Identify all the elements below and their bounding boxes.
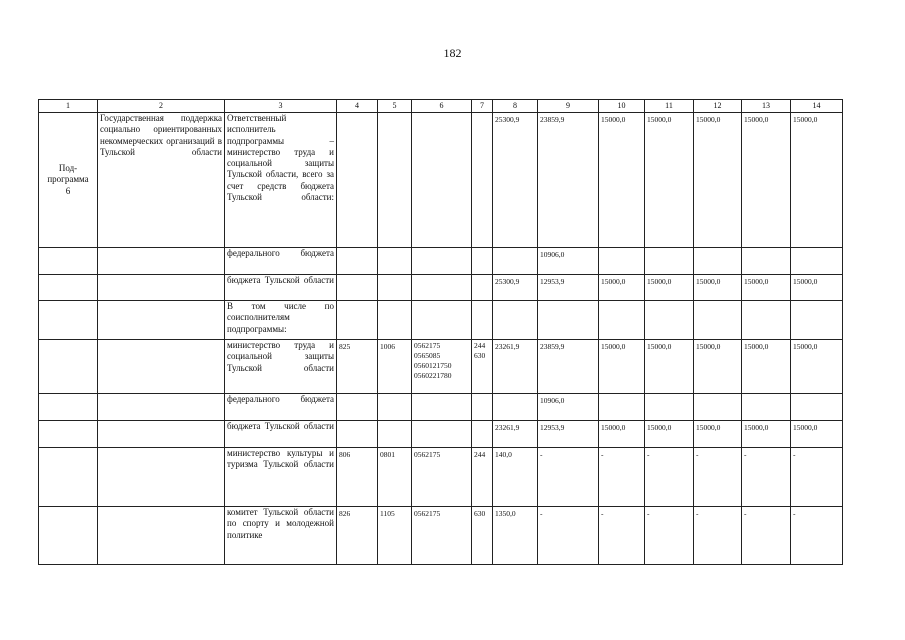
subprogram-label: Под- программа 6 <box>39 113 98 248</box>
code-cell: 0562175 <box>412 507 472 565</box>
empty-cell <box>472 113 493 248</box>
empty-cell <box>39 340 98 394</box>
empty-cell <box>412 421 472 448</box>
table-row <box>39 507 843 565</box>
executor-cell: Ответственный исполнитель подпрограммы – министерство труда и социальной защиты Тульской области, всего за счет средств бюджета Тульской области: <box>225 113 337 248</box>
value-cell: 15000,0 <box>599 340 645 394</box>
empty-cell <box>98 248 225 275</box>
dash-cell: - <box>791 507 843 565</box>
value-cell: 12953,9 <box>538 421 599 448</box>
empty-cell <box>98 394 225 421</box>
empty-cell <box>472 275 493 301</box>
header-cell: 8 <box>493 100 538 113</box>
header-cell: 1 <box>39 100 98 113</box>
value-cell: 15000,0 <box>694 340 742 394</box>
value-cell: 15000,0 <box>742 275 791 301</box>
empty-cell <box>599 248 645 275</box>
value-cell: 15000,0 <box>742 340 791 394</box>
empty-cell <box>742 301 791 340</box>
empty-cell <box>791 301 843 340</box>
code-cell: 244 <box>472 448 493 507</box>
header-cell: 11 <box>645 100 694 113</box>
empty-cell <box>472 421 493 448</box>
empty-cell <box>98 507 225 565</box>
fund-source-cell: федерального бюджета <box>225 248 337 275</box>
empty-cell <box>412 301 472 340</box>
empty-cell <box>412 248 472 275</box>
empty-cell <box>39 301 98 340</box>
empty-cell <box>337 394 378 421</box>
dash-cell: - <box>599 448 645 507</box>
empty-cell <box>39 394 98 421</box>
header-cell: 13 <box>742 100 791 113</box>
header-cell: 12 <box>694 100 742 113</box>
header-cell: 10 <box>599 100 645 113</box>
empty-cell <box>645 394 694 421</box>
code-line: 0565085 <box>414 351 441 360</box>
value-cell: 15000,0 <box>791 421 843 448</box>
table-row <box>39 340 843 394</box>
code-cell <box>472 340 493 394</box>
value-cell: 15000,0 <box>599 113 645 248</box>
value-cell: 23859,9 <box>538 113 599 248</box>
empty-cell <box>378 248 412 275</box>
header-cell: 14 <box>791 100 843 113</box>
budget-table <box>38 99 843 565</box>
empty-cell <box>694 248 742 275</box>
dash-cell: - <box>791 448 843 507</box>
empty-cell <box>599 301 645 340</box>
header-cell: 7 <box>472 100 493 113</box>
empty-cell <box>39 421 98 448</box>
code-cell: 1105 <box>378 507 412 565</box>
value-cell: 15000,0 <box>645 275 694 301</box>
header-cell: 9 <box>538 100 599 113</box>
page-number: 182 <box>443 46 462 60</box>
value-cell: 23261,9 <box>493 340 538 394</box>
code-cell: 825 <box>337 340 378 394</box>
code-cell: 806 <box>337 448 378 507</box>
empty-cell <box>337 275 378 301</box>
dash-cell: - <box>599 507 645 565</box>
empty-cell <box>378 421 412 448</box>
value-cell: 12953,9 <box>538 275 599 301</box>
header-cell: 6 <box>412 100 472 113</box>
code-cell <box>412 340 472 394</box>
empty-cell <box>694 394 742 421</box>
empty-cell <box>98 340 225 394</box>
empty-cell <box>378 301 412 340</box>
empty-cell <box>98 275 225 301</box>
value-cell: 15000,0 <box>645 113 694 248</box>
header-cell: 2 <box>98 100 225 113</box>
value-cell: 15000,0 <box>742 113 791 248</box>
value-cell: 10906,0 <box>538 248 599 275</box>
executor-cell: министерство труда и социальной защиты Тульской области <box>225 340 337 394</box>
executor-cell: министерство культуры и туризма Тульской области <box>225 448 337 507</box>
value-cell: 15000,0 <box>694 275 742 301</box>
value-cell: 25300,9 <box>493 113 538 248</box>
empty-cell <box>645 301 694 340</box>
executor-cell: комитет Тульской области по спорту и молодежной политике <box>225 507 337 565</box>
code-cell: 0562175 <box>412 448 472 507</box>
table-row <box>39 394 843 421</box>
empty-cell <box>98 448 225 507</box>
empty-cell <box>791 248 843 275</box>
empty-cell <box>412 275 472 301</box>
value-cell: 23859,9 <box>538 340 599 394</box>
value-cell: 10906,0 <box>538 394 599 421</box>
empty-cell <box>39 275 98 301</box>
dash-cell: - <box>742 507 791 565</box>
value-cell: 15000,0 <box>791 340 843 394</box>
table-row <box>39 421 843 448</box>
dash-cell: - <box>694 448 742 507</box>
code-line: 0560121750 <box>414 361 452 370</box>
subprogram-title: Государственная поддержка социально ориентированных некоммерческих организаций в Тульской области <box>98 113 225 248</box>
empty-cell <box>337 421 378 448</box>
empty-cell <box>39 448 98 507</box>
empty-cell <box>472 394 493 421</box>
value-cell: 1350,0 <box>493 507 538 565</box>
value-cell: 140,0 <box>493 448 538 507</box>
code-line: 0560221780 <box>414 371 452 380</box>
empty-cell <box>39 248 98 275</box>
table-row <box>39 113 843 248</box>
empty-cell <box>645 248 694 275</box>
dash-cell: - <box>742 448 791 507</box>
table-row <box>39 248 843 275</box>
table-row <box>39 301 843 340</box>
header-cell: 5 <box>378 100 412 113</box>
value-cell: 15000,0 <box>791 113 843 248</box>
dash-cell: - <box>538 507 599 565</box>
empty-cell <box>337 248 378 275</box>
fund-source-cell: федерального бюджета <box>225 394 337 421</box>
value-cell: 25300,9 <box>493 275 538 301</box>
table-row <box>39 275 843 301</box>
empty-cell <box>98 301 225 340</box>
empty-cell <box>378 275 412 301</box>
code-cell: 826 <box>337 507 378 565</box>
empty-cell <box>412 394 472 421</box>
dash-cell: - <box>645 448 694 507</box>
value-cell: 15000,0 <box>599 275 645 301</box>
code-cell: 1006 <box>378 340 412 394</box>
value-cell: 15000,0 <box>599 421 645 448</box>
value-cell: 15000,0 <box>694 113 742 248</box>
empty-cell <box>538 301 599 340</box>
empty-cell <box>98 421 225 448</box>
empty-cell <box>742 394 791 421</box>
empty-cell <box>791 394 843 421</box>
empty-cell <box>378 394 412 421</box>
empty-cell <box>742 248 791 275</box>
code-cell: 0801 <box>378 448 412 507</box>
value-cell: 15000,0 <box>645 421 694 448</box>
header-cell: 3 <box>225 100 337 113</box>
coexecutors-heading: В том числе по соисполнителям подпрограммы: <box>225 301 337 340</box>
fund-source-cell: бюджета Тульской области <box>225 275 337 301</box>
value-cell: 15000,0 <box>742 421 791 448</box>
empty-cell <box>412 113 472 248</box>
value-cell: 15000,0 <box>791 275 843 301</box>
empty-cell <box>337 301 378 340</box>
empty-cell <box>472 301 493 340</box>
empty-cell <box>472 248 493 275</box>
header-row <box>39 100 843 113</box>
empty-cell <box>378 113 412 248</box>
dash-cell: - <box>694 507 742 565</box>
value-cell: 15000,0 <box>694 421 742 448</box>
empty-cell <box>493 394 538 421</box>
empty-cell <box>39 507 98 565</box>
table-row <box>39 448 843 507</box>
empty-cell <box>599 394 645 421</box>
code-line: 630 <box>474 351 486 360</box>
header-cell: 4 <box>337 100 378 113</box>
value-cell: 23261,9 <box>493 421 538 448</box>
empty-cell <box>694 301 742 340</box>
fund-source-cell: бюджета Тульской области <box>225 421 337 448</box>
code-line: 0562175 <box>414 341 441 350</box>
empty-cell <box>493 301 538 340</box>
empty-cell <box>493 248 538 275</box>
dash-cell: - <box>645 507 694 565</box>
dash-cell: - <box>538 448 599 507</box>
empty-cell <box>337 113 378 248</box>
code-line: 244 <box>474 341 486 350</box>
code-cell: 630 <box>472 507 493 565</box>
value-cell: 15000,0 <box>645 340 694 394</box>
